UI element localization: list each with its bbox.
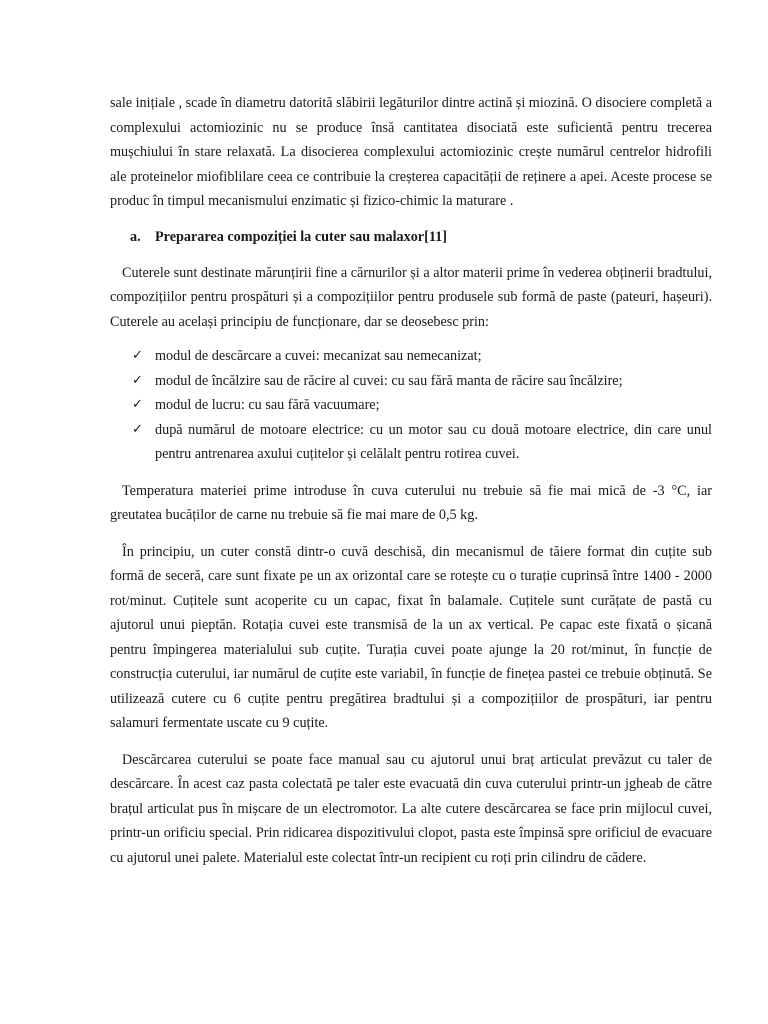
- list-item: ✓ după numărul de motoare electrice: cu un motor sau cu două motoare electrice, din care unul pentru antrenarea axului cuțitelor și celălalt pentru rotirea cuvei.: [110, 418, 712, 467]
- checkmark-icon: ✓: [132, 372, 143, 388]
- heading-text: Prepararea compoziției la cuter sau malaxor[11]: [155, 228, 447, 245]
- paragraph-unloading: Descărcarea cuterului se poate face manual sau cu ajutorul unui braț articulat prevăzut cu taler de descărcare. În acest caz pasta colectată pe taler este evacuată din cuva cuterului printr-un jgheab de către brațul articulat pus în mișcare de un electromotor. La alte cutere descărcarea se face prin mijlocul cuvei, printr-un orificiu special. Prin ridicarea dispozitivului clopot, pasta este împinsă spre orificiul de evacuare cu ajutorul unei palete. Materialul este colectat într-un recipient cu roți prin cilindru de cădere.: [110, 751, 712, 866]
- heading-marker: a.: [130, 228, 141, 245]
- section-heading: [130, 225, 712, 249]
- checkmark-icon: ✓: [132, 348, 143, 363]
- list-item: ✓ modul de încălzire sau de răcire al cuvei: cu sau fără manta de răcire sau încălzire;: [110, 369, 712, 394]
- checklist: [110, 344, 712, 467]
- paragraph-temperature: Temperatura materiei prime introduse în cuva cuterului nu trebuie să fie mai mică de -3 °C, iar greutatea bucăților de carne nu trebuie să fie mai mare de 0,5 kg.: [110, 482, 712, 523]
- checkmark-icon: ✓: [132, 397, 143, 412]
- paragraph-cuter-intro: Cuterele sunt destinate mărunțirii fine a cărnurilor și a altor materii prime în vederea obținerii bradtului, compozițiilor pentru prospături și a compozițiilor pentru produsele sub formă de paste (pateuri, hașeuri). Cuterele au același principiu de funcționare, dar se deosebesc prin:: [110, 264, 712, 330]
- checkmark-icon: ✓: [132, 421, 143, 437]
- paragraph-cuter-principle: În principiu, un cuter constă dintr-o cuvă deschisă, din mecanismul de tăiere format din cuțite sub formă de seceră, care sunt fixate pe un ax orizontal care se rotește cu o turație cuprinsă între 1400 - 2000 rot/minut. Cuțitele sunt acoperite cu un capac, fixat în balamale. Cuțitele sunt curățate de pastă cu ajutorul unui pieptăn. Rotația cuvei este transmisă de la un ax vertical. Pe capac este fixată o șicană pentru împingerea materialului sub cuțite. Turația cuvei poate ajunge la 20 rot/minut, în funcție de construcția cuterului, iar numărul de cuțite este variabil, în funcție de finețea pastei ce trebuie obținută. Se utilizează cutere cu 6 cuțite pentru pregătirea bradtului și a compozițiilor de prospături, iar pentru salamuri fermentate uscate cu 9 cuțite.: [110, 543, 712, 731]
- list-item: ✓ modul de descărcare a cuvei: mecanizat sau nemecanizat;: [110, 344, 712, 369]
- list-item: ✓ modul de lucru: cu sau fără vacuumare;: [110, 393, 712, 418]
- document-page: [110, 91, 712, 870]
- paragraph-maturation: sale inițiale , scade în diametru datorită slăbirii legăturilor dintre actină și miozină. O disociere completă a complexului actomiozinic nu se produce însă cantitatea disociată este suficientă pentru trecerea mușchiului în stare relaxată. La disocierea complexului actomiozinic crește numărul centrelor hidrofili ale proteinelor miofiblilare ceea ce contribuie la creșterea capacității de reținere a apei. Aceste procese se produc în timpul mecanismului enzimatic și fizico-chimic la maturare .: [110, 95, 712, 209]
